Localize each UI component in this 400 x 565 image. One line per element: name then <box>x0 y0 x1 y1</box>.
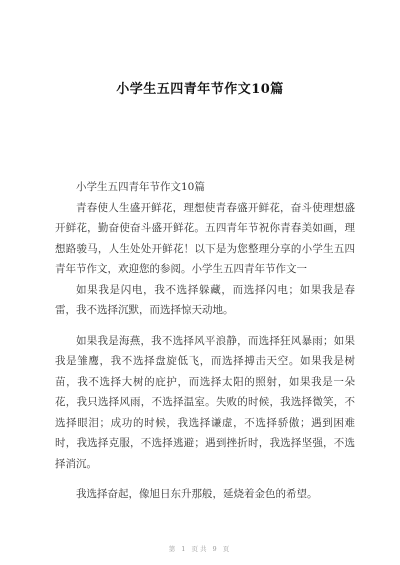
paragraph: 青春使人生盛开鲜花，理想使青春盛开鲜花，奋斗使理想盛开鲜花，勤奋使奋斗盛开鲜花。五四青年节祝你青春美如画，理想路骏马，人生处处开鲜花！以下是为您整理分享的小学生五四青年节作文，欢迎您的参阅。小学生五四青年节作文一 <box>55 201 355 275</box>
paragraph: 如果我是海燕，我不选择风平浪静，而选择狂风暴雨；如果我是雏鹰，我不选择盘旋低飞，而选择搏击天空。如果我是树苗，我不选择大树的庇护，而选择太阳的照射，如果我是一朵花，我只选择风雨，不选择温室。失败的时候，我选择微笑，不选择眼泪；成功的时候，我选择谦虚，不选择骄傲；遇到困难时，我选择克服，不选择逃避；遇到挫折时，我选择坚强，不选择消沉。 <box>55 334 355 470</box>
document-body <box>55 177 355 505</box>
page-number-footer: 第 1 页共 9 页 <box>168 545 232 553</box>
paragraph-heading: 小学生五四青年节作文10篇 <box>76 181 205 193</box>
paragraph: 如果我是闪电，我不选择躲藏，而选择闪电；如果我是春雷，我不选择沉默，而选择惊天动地。 <box>55 283 355 316</box>
document-title: 小学生五四青年节作文10篇 <box>116 82 284 97</box>
paragraph: 我选择奋起，像旭日东升那般，延烧着金色的希望。 <box>76 488 318 500</box>
